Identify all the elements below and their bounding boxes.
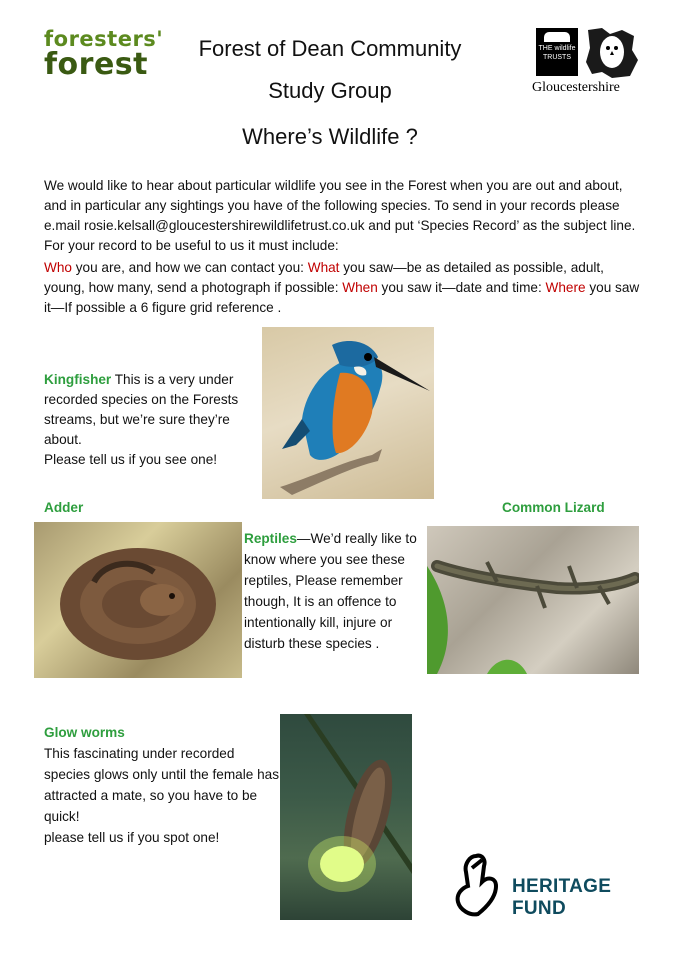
glow-worms-cta: please tell us if you spot one! — [44, 830, 220, 845]
common-lizard-heading: Common Lizard — [502, 500, 605, 515]
who-text: you are, and how we can contact you: — [71, 260, 308, 275]
kingfisher-section — [44, 370, 259, 470]
wildlife-trusts-logo: THE wildlife TRUSTS — [536, 28, 578, 76]
what-label: What — [307, 260, 340, 275]
kingfisher-photo — [262, 327, 434, 499]
common-lizard-photo — [427, 526, 639, 674]
foresters-logo-top: foresters' — [44, 27, 164, 51]
kingfisher-cta: Please tell us if you see one! — [44, 452, 218, 467]
reptiles-section — [244, 528, 424, 654]
glow-worms-section — [44, 722, 284, 848]
kingfisher-heading: Kingfisher — [44, 372, 112, 387]
page-subtitle: Where’s Wildlife ? — [242, 124, 418, 149]
when-label: When — [342, 280, 378, 295]
reptiles-heading: Reptiles — [244, 531, 297, 546]
kingfisher-text: This is a very under recorded species on the Forests streams, but we’re sure they’re about. — [44, 372, 239, 447]
heritage-fund-line1: HERITAGE — [512, 876, 612, 897]
badger-icon — [544, 32, 570, 42]
foresters-logo-bottom: forest — [44, 47, 149, 82]
gloucestershire-label: Gloucestershire — [532, 80, 620, 95]
heritage-fund-line2: FUND — [512, 898, 566, 919]
glow-worms-text: This fascinating under recorded species glows only until the female has attracted a mate, so you have to be quick! — [44, 746, 279, 824]
when-text: you saw it—date and time: — [377, 280, 546, 295]
where-text: you saw it—If possible a 6 figure grid reference . — [44, 280, 640, 315]
glow-worms-heading: Glow worms — [44, 725, 125, 740]
page-title-line2: Study Group — [268, 78, 392, 103]
intro-paragraph: We would like to hear about particular wildlife you see in the Forest when you are out and about, and in particular any sightings you have of the following species. To send in your records please e.mail rosie.kelsall@gloucestershirewildlifetrust.co.uk and put ‘Species Record’ as the subject line. For your record to be useful to us it must include: — [44, 178, 636, 253]
where-label: Where — [545, 280, 586, 295]
glow-worm-photo — [280, 714, 412, 920]
adder-photo — [34, 522, 242, 678]
what-text: you saw—be as detailed as possible, adult, young, how many, send a photograph if possible: — [44, 260, 604, 295]
reptiles-text: —We’d really like to know where you see these reptiles, Please remember though, It is an offence to intentionally kill, injure or disturb these species . — [244, 531, 417, 651]
adder-heading: Adder — [44, 500, 84, 515]
crossed-fingers-icon — [452, 852, 510, 918]
requirements-paragraph — [44, 258, 640, 318]
who-label: Who — [44, 260, 72, 275]
owl-icon — [582, 24, 640, 80]
page-title-line1: Forest of Dean Community — [198, 36, 462, 61]
